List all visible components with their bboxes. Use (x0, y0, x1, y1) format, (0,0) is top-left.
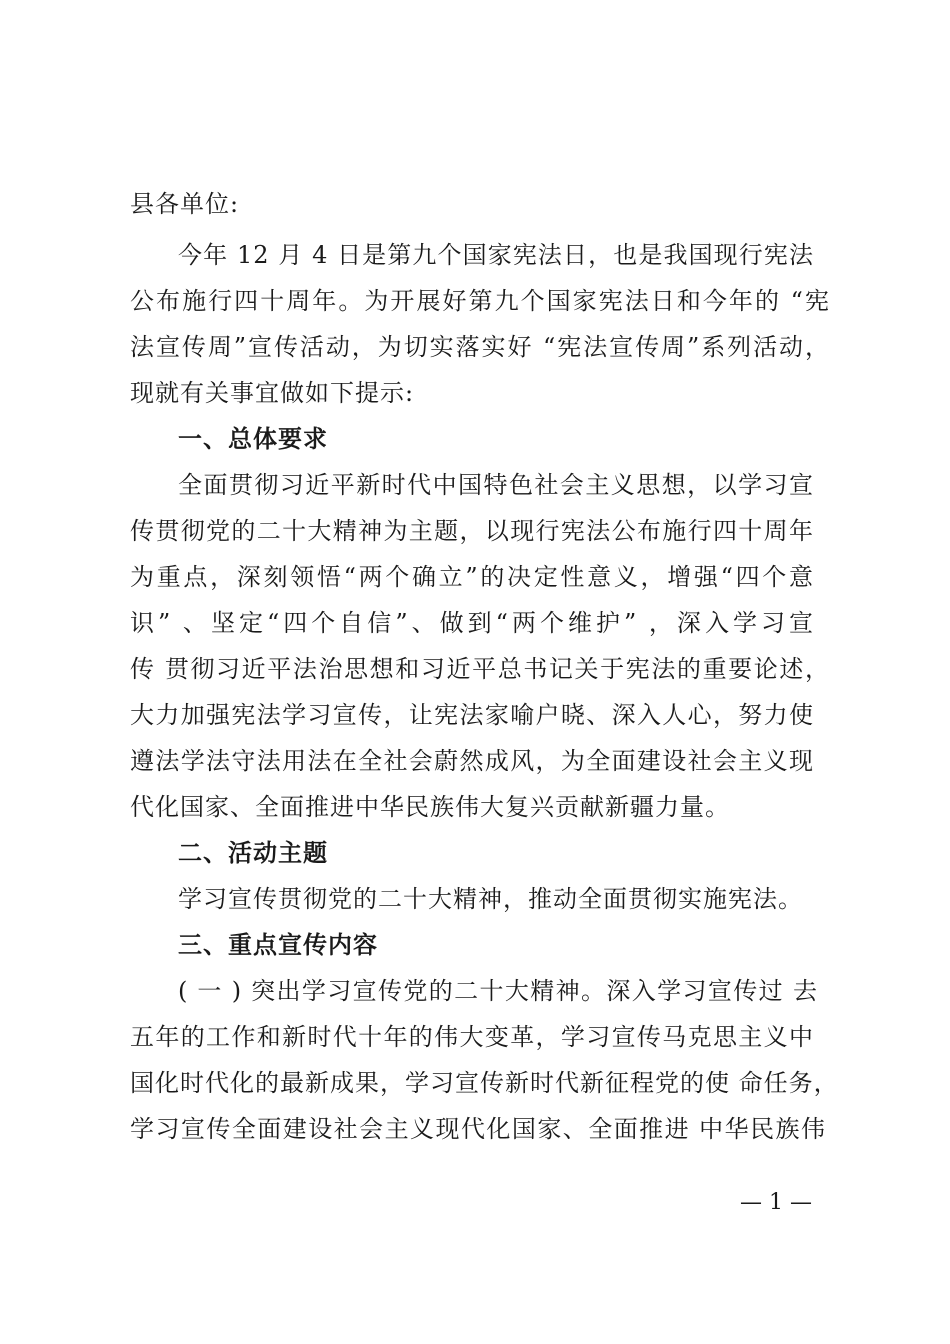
general-line-2: 传贯彻党的二十大精神为主题，以现行宪法公布施行四十周年 (130, 517, 814, 545)
intro-line-2: 公布施行四十周年。为开展好第九个国家宪法日和今年的 “宪 (130, 287, 830, 315)
general-line-5: 传 贯彻习近平法治思想和习近平总书记关于宪法的重要论述， (130, 655, 830, 683)
intro-line-3: 法宣传周”宣传活动，为切实落实好 “宪法宣传周”系列活动， (130, 333, 830, 361)
heading-key-content: 三、重点宣传内容 (178, 931, 378, 959)
general-line-6: 大力加强宪法学习宣传，让宪法家喻户晓、深入人心，努力使 (130, 701, 814, 729)
salutation: 县各单位: (130, 190, 240, 218)
intro-line-4: 现就有关事宜做如下提示: (130, 379, 415, 407)
general-line-4: 识” 、坚定“四个自信”、做到“两个维护” ，深入学习宣 (130, 609, 814, 637)
theme-line-1: 学习宣传贯彻党的二十大精神，推动全面贯彻实施宪法。 (178, 885, 803, 913)
general-line-7: 遵法学法守法用法在全社会蔚然成风，为全面建设社会主义现 (130, 747, 814, 775)
content-line-4: 学习宣传全面建设社会主义现代化国家、全面推进 中华民族伟 (130, 1115, 826, 1143)
content-line-1: ( 一 ) 突出学习宣传党的二十大精神。深入学习宣传过 去 (178, 977, 818, 1005)
page-number: — 1 — (740, 1190, 812, 1215)
general-line-1: 全面贯彻习近平新时代中国特色社会主义思想，以学习宣 (178, 471, 814, 499)
general-line-8: 代化国家、全面推进中华民族伟大复兴贡献新疆力量。 (130, 793, 730, 821)
content-line-3: 国化时代化的最新成果，学习宣传新时代新征程党的使 命任务， (130, 1069, 839, 1097)
content-line-2: 五年的工作和新时代十年的伟大变革，学习宣传马克思主义中 (130, 1023, 814, 1051)
general-line-3: 为重点，深刻领悟“两个确立”的决定性意义，增强“四个意 (130, 563, 814, 591)
heading-activity-theme: 二、活动主题 (178, 839, 328, 867)
intro-line-1: 今年 12 月 4 日是第九个国家宪法日，也是我国现行宪法 (178, 241, 814, 269)
heading-general-requirements: 一、总体要求 (178, 425, 328, 453)
